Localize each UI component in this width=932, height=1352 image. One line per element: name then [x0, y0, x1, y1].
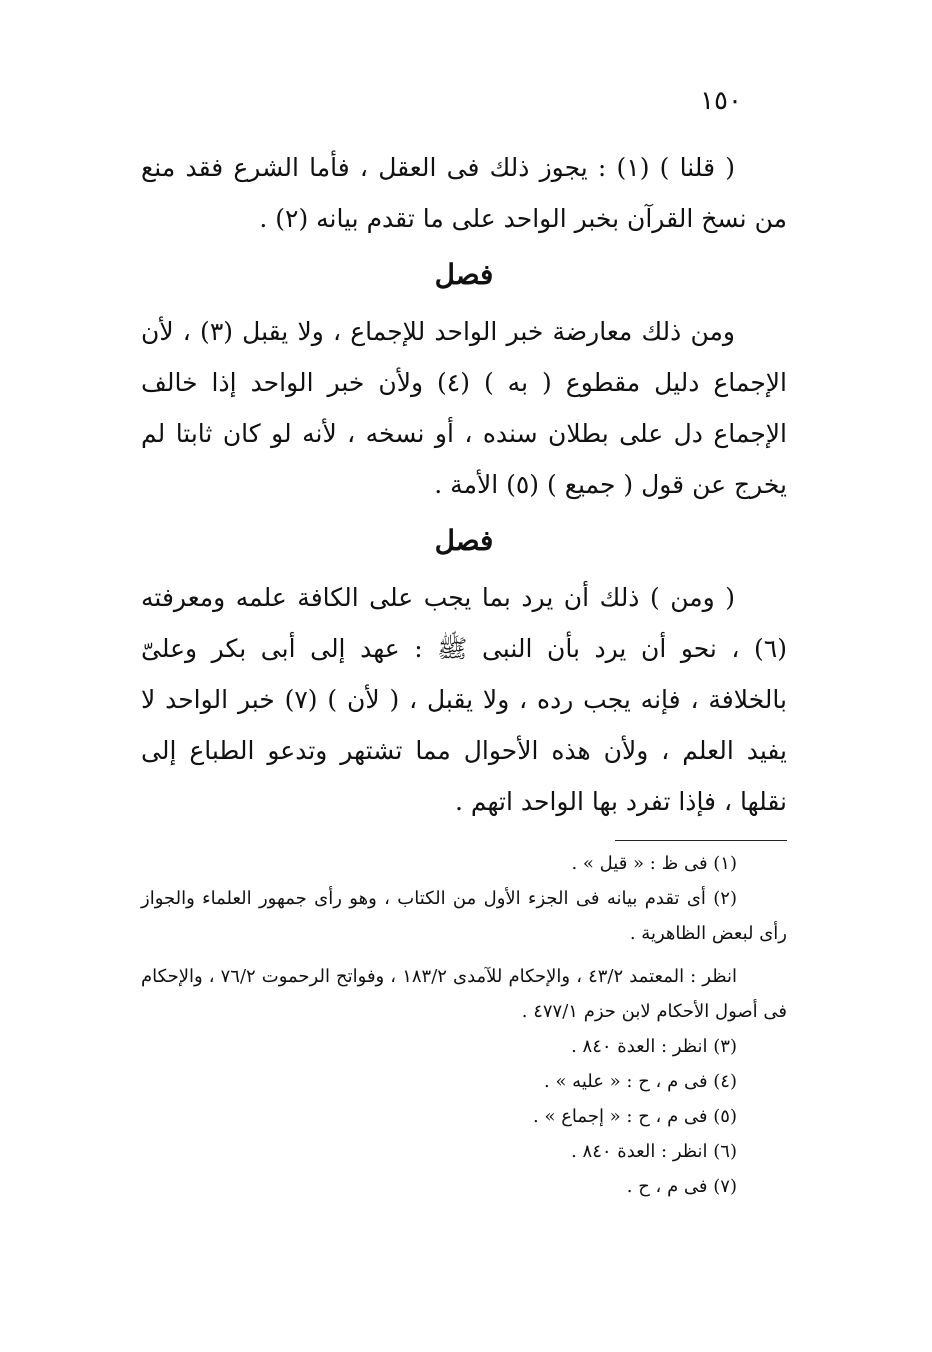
footnote-2: (٢) أى تقدم بيانه فى الجزء الأول من الكتاب ، وهو رأى جمهور العلماء والجواز رأى لبعض الظاهرية .: [141, 888, 787, 944]
page-number: ١٥٠: [700, 86, 742, 116]
section-heading-1: فصل: [434, 258, 494, 291]
footnote-5: (٥) فى م ، ح : « إجماع » .: [533, 1106, 737, 1127]
footnotes: [141, 846, 787, 1204]
footnote-1: (١) فى ظ : « قيل » .: [571, 853, 737, 874]
paragraph-2: ومن ذلك معارضة خبر الواحد للإجماع ، ولا يقبل (٣) ، لأن الإجماع دليل مقطوع ( به ) (٤) ولأن خبر الواحد إذا خالف الإجماع دل على بطلان سنده ، أو نسخه ، لأنه لو كان ثابتا لم يخرج عن قول ( جميع ) (٥) الأمة .: [141, 317, 787, 499]
paragraph-1: ( قلنا ) (١) : يجوز ذلك فى العقل ، فأما الشرع فقد منع من نسخ القرآن بخبر الواحد على ما تقدم بيانه (٢) .: [141, 153, 787, 233]
section-heading-2: فصل: [434, 524, 494, 557]
footnote-separator: [615, 840, 787, 841]
footnote-6: (٦) انظر : العدة ٨٤٠ .: [571, 1141, 737, 1162]
footnote-2-references: انظر : المعتمد ٤٣/٢ ، والإحكام للآمدى ١٨٣/٢ ، وفواتح الرحموت ٧٦/٢ ، والإحكام فى أصول الأحكام لابن حزم ٤٧٧/١ .: [141, 966, 787, 1022]
footnote-4: (٤) فى م ، ح : « عليه » .: [544, 1071, 737, 1092]
paragraph-3: ( ومن ) ذلك أن يرد بما يجب على الكافة علمه ومعرفته (٦) ، نحو أن يرد بأن النبى ﷺ : عهد إلى أبى بكر وعلىّ بالخلافة ، فإنه يجب رده ، ولا يقبل ، ( لأن ) (٧) خبر الواحد لا يفيد العلم ، ولأن هذه الأحوال مما تشتهر وتدعو الطباع إلى نقلها ، فإذا تفرد بها الواحد اتهم .: [141, 583, 787, 816]
footnote-3: (٣) انظر : العدة ٨٤٠ .: [571, 1036, 737, 1057]
footnote-7: (٧) فى م ، ح .: [626, 1176, 737, 1197]
main-text: [141, 142, 787, 827]
